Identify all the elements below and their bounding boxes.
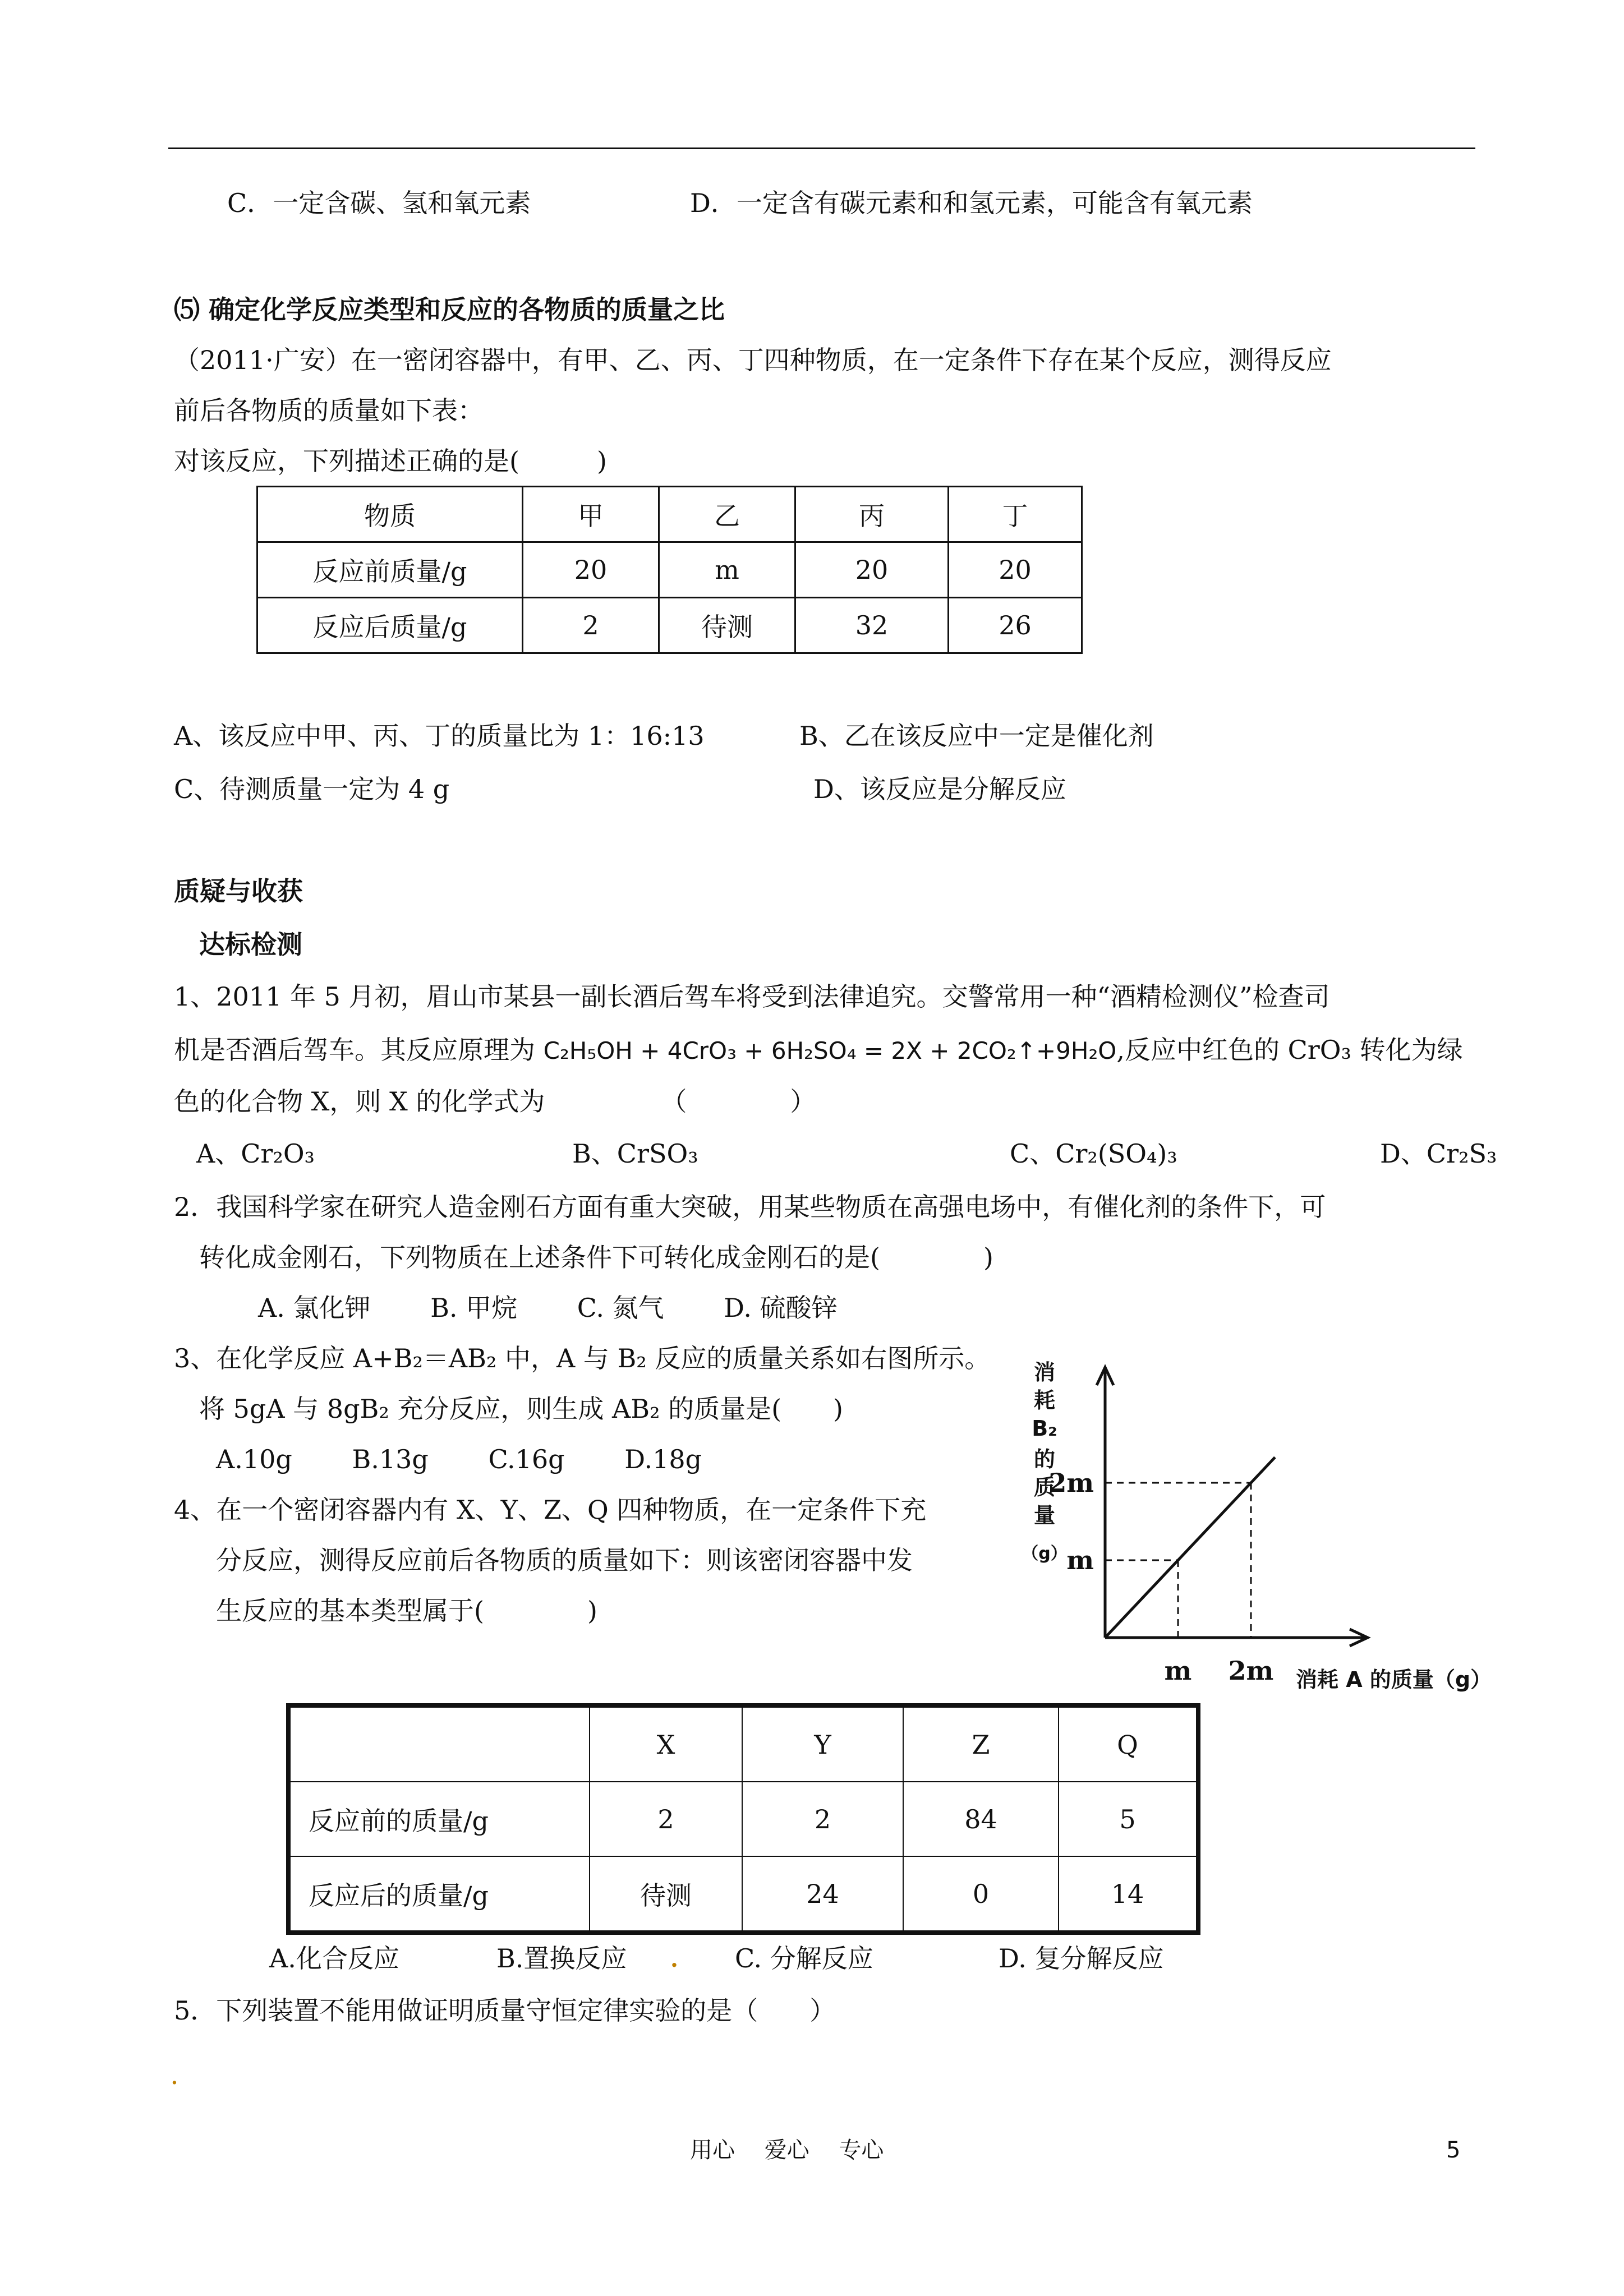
heading-harvest: 质疑与收获 (174, 876, 303, 906)
q1-option-a: A、Cr₂O₃ (196, 1138, 315, 1169)
mass-relation-graph (1010, 1357, 1503, 1705)
q4-option-a: A.化合反应 (269, 1943, 399, 1974)
q1-line2-suffix: ,反应中红色的 CrO₃ 转化为绿 (1116, 1035, 1463, 1065)
table-cell: 84 (903, 1782, 1059, 1856)
table-cell: 20 (795, 542, 949, 598)
heading-test: 达标检测 (199, 929, 302, 960)
q1-equation: C₂H₅OH + 4CrO₃ + 6H₂SO₄ = 2X + 2CO₂↑+9H₂O (543, 1037, 1117, 1064)
table-cell: 丙 (795, 487, 949, 542)
section-option-b: B、乙在该反应中一定是催化剂 (799, 721, 1154, 751)
q2-line2: 转化成金刚石，下列物质在上述条件下可转化成金刚石的是( ) (199, 1242, 993, 1273)
table-cell: 14 (1059, 1856, 1198, 1933)
x-axis-label: 消耗 A 的质量（g） (1296, 1667, 1492, 1692)
table-row (257, 598, 1082, 653)
y-tick-label: 2m (1048, 1468, 1094, 1498)
q4-line3: 生反应的基本类型属于( ) (216, 1596, 597, 1626)
table-cell (288, 1705, 590, 1782)
table-cell: m (659, 542, 795, 598)
graph-labels (1022, 1360, 1492, 1692)
q3-line2: 将 5gA 与 8gB₂ 充分反应，则生成 AB₂ 的质量是( ) (199, 1394, 843, 1424)
table-cell: 甲 (523, 487, 659, 542)
table-cell: Q (1059, 1705, 1198, 1782)
mass-table-1 (256, 486, 1083, 654)
q3-options: A.10g B.13g C.16g D.18g (216, 1444, 702, 1474)
y-axis-label-char: B₂ (1032, 1416, 1057, 1441)
table-row (288, 1705, 1198, 1782)
q3-line1: 3、在化学反应 A+B₂＝AB₂ 中，A 与 B₂ 反应的质量关系如右图所示。 (174, 1343, 991, 1373)
q4-line2: 分反应，测得反应前后各物质的质量如下：则该密闭容器中发 (216, 1545, 913, 1575)
q1-line2-prefix: 机是否酒后驾车。其反应原理为 (174, 1035, 544, 1065)
q4-option-b: B.置换反应 (496, 1943, 627, 1974)
q1-option-c: C、Cr₂(SO₄)₃ (1010, 1138, 1177, 1169)
y-axis-label-char: 量 (1033, 1503, 1056, 1528)
q4-line1: 4、在一个密闭容器内有 X、Y、Z、Q 四种物质，在一定条件下充 (174, 1495, 927, 1525)
x-tick-label: m (1164, 1656, 1192, 1686)
table-row (288, 1856, 1198, 1933)
section-option-d: D、该反应是分解反应 (813, 774, 1066, 804)
footer-motto: 用心 爱心 专心 (690, 2137, 884, 2163)
table-cell: 丁 (949, 487, 1082, 542)
table-cell: 32 (795, 598, 949, 653)
table-cell: 反应后质量/g (257, 598, 523, 653)
x-tick-label: 2m (1228, 1656, 1274, 1686)
table-cell: 反应前质量/g (257, 542, 523, 598)
table-row (257, 542, 1082, 598)
q1-option-b: B、CrSO₃ (572, 1138, 698, 1169)
q1-line2 (174, 1035, 1463, 1066)
graph-series (1105, 1457, 1275, 1638)
y-axis-label-char: （g） (1022, 1544, 1068, 1564)
table-cell: 20 (949, 542, 1082, 598)
table-cell: 0 (903, 1856, 1059, 1933)
section-option-a: A、该反应中甲、丙、丁的质量比为 1：16:13 (174, 721, 705, 751)
series-line (1105, 1457, 1275, 1638)
q4-option-c: C. 分解反应 (735, 1943, 873, 1974)
table-cell: 反应后的质量/g (288, 1856, 590, 1933)
q1-option-d: D、Cr₂S₃ (1380, 1138, 1497, 1169)
y-axis-label-char: 质 (1033, 1475, 1056, 1500)
q5-line1: 5．下列装置不能用做证明质量守恒定律实验的是（ ） (174, 1995, 836, 2026)
y-tick-label: m (1066, 1545, 1094, 1575)
section-intro-line1: （2011·广安）在一密闭容器中，有甲、乙、丙、丁四种物质，在一定条件下存在某个反应，测得反应 (174, 345, 1332, 375)
table-cell: 5 (1059, 1782, 1198, 1856)
option-d-text: D．一定含有碳元素和和氢元素，可能含有氧元素 (690, 188, 1253, 218)
table-cell: 2 (523, 598, 659, 653)
marker-dot: . (171, 2067, 178, 2089)
q1-line1: 1、2011 年 5 月初，眉山市某县一副长酒后驾车将受到法律追究。交警常用一种“酒精检测仪”检查司 (174, 981, 1330, 1012)
section-option-c: C、待测质量一定为 4 g (174, 774, 450, 804)
option-c-text: C．一定含碳、氢和氧元素 (227, 188, 531, 218)
table-cell: 物质 (257, 487, 523, 542)
header-rule (168, 147, 1475, 149)
table-cell: 待测 (590, 1856, 742, 1933)
table-cell: 2 (590, 1782, 742, 1856)
section-intro-line2: 前后各物质的质量如下表： (174, 395, 484, 426)
y-axis-label-char: 耗 (1033, 1388, 1056, 1413)
q2-line1: 2．我国科学家在研究人造金刚石方面有重大突破，用某些物质在高强电场中，有催化剂的条件下，可 (174, 1192, 1326, 1222)
table-cell: 24 (742, 1856, 903, 1933)
y-axis-label-char: 消 (1033, 1360, 1056, 1385)
y-axis-label-char: 的 (1033, 1447, 1056, 1472)
table-cell: 26 (949, 598, 1082, 653)
table-cell: 20 (523, 542, 659, 598)
section-question: 对该反应，下列描述正确的是( ) (174, 446, 607, 476)
page-number: 5 (1446, 2137, 1461, 2163)
q2-options: A. 氯化钾 B. 甲烷 C. 氮气 D. 硫酸锌 (258, 1293, 838, 1323)
section-title: ⑸ 确定化学反应类型和反应的各物质的质量之比 (174, 294, 725, 325)
table-cell: 2 (742, 1782, 903, 1856)
table-cell: 待测 (659, 598, 795, 653)
table-cell: 反应前的质量/g (288, 1782, 590, 1856)
table-row (288, 1782, 1198, 1856)
q4-option-d: D. 复分解反应 (999, 1943, 1164, 1974)
table-cell: X (590, 1705, 742, 1782)
table-cell: 乙 (659, 487, 795, 542)
marker-dot: . (670, 1946, 678, 1972)
q1-line3: 色的化合物 X，则 X 的化学式为 （ ） (174, 1086, 816, 1117)
table-cell: Y (742, 1705, 903, 1782)
mass-table-2 (286, 1703, 1200, 1935)
table-row (257, 487, 1082, 542)
table-cell: Z (903, 1705, 1059, 1782)
